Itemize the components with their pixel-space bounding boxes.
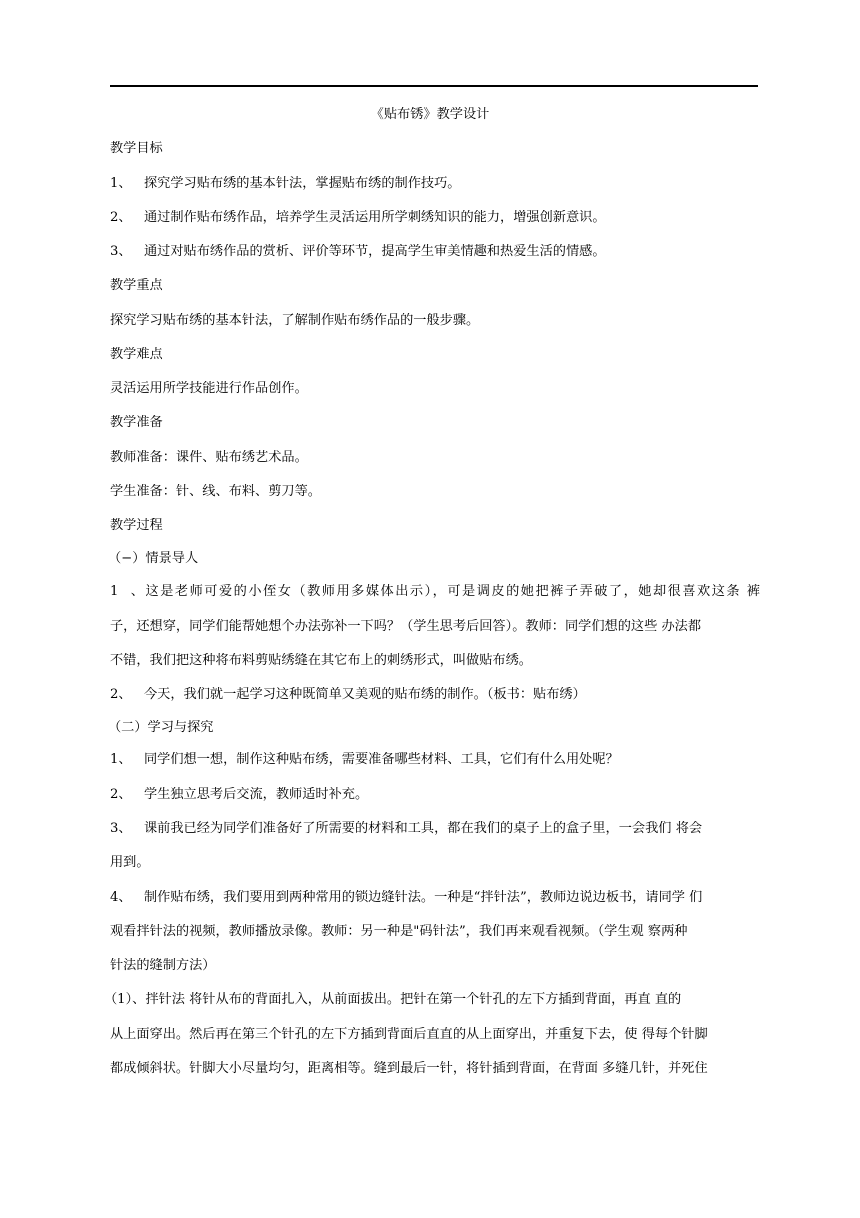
section-heading: （−）情景导人: [108, 551, 199, 566]
item-text: 探究学习贴布绣的基本针法，掌握贴布绣的制作技巧。: [144, 176, 461, 191]
item-text: 制作贴布绣，我们要用到两种常用的锁边缝针法。一种是“拌针法”，教师边说边板书，请同学 们: [144, 890, 703, 905]
paragraph-line: 子，还想穿，同学们能帮她想个办法弥补一下吗？（学生思考后回答）。教师：同学们想的这些 办法都: [110, 619, 702, 634]
item-number: 3、: [110, 244, 132, 259]
item-number: 1、: [110, 752, 132, 767]
item-text: 这是老师可爱的小侄女（教师用多媒体出示），可是调皮的她把裤子弄破了，她却很喜欢这条 裤: [144, 584, 760, 599]
objective-item: [110, 210, 760, 226]
paragraph-line: 都成倾斜状。针脚大小尽量均匀，距离相等。缝到最后一针，将针插到背面，在背面 多缝几针，并死住: [110, 1061, 708, 1076]
item-number: 2、: [110, 210, 132, 225]
process-heading: 教学过程: [110, 518, 163, 533]
paragraph-line: 针法的缝制方法）: [110, 958, 216, 973]
objectives-heading: 教学目标: [110, 141, 163, 156]
teacher-preparation: 教师准备：课件、贴布绣艺术品。: [110, 450, 308, 465]
document-title: 《贴布锈》教学设计: [370, 107, 490, 122]
item-text: 学生独立思考后交流，教师适时补充。: [144, 787, 369, 802]
difficulty-heading: 教学难点: [110, 347, 163, 362]
paragraph-line: 观看拌针法的视频，教师播放录像。教师：另一种是"码针法”，我们再来观看视频。（学生观 察两种: [110, 924, 688, 939]
paragraph-line: 不错，我们把这种将布料剪贴绣缝在其它布上的刺绣形式，叫做贴布绣。: [110, 653, 532, 668]
item-text: 通过对贴布绣作品的赏析、评价等环节，提高学生审美情趣和热爱生活的情感。: [144, 244, 606, 259]
item-number: 3、: [110, 821, 132, 836]
preparation-heading: 教学准备: [110, 415, 163, 430]
item-number: 2、: [110, 687, 132, 702]
objective-item: [110, 176, 760, 192]
paragraph-line: [110, 584, 760, 600]
student-preparation: 学生准备：针、线、布料、剪刀等。: [110, 484, 321, 499]
item-text: 课前我已经为同学们准备好了所需要的材料和工具，都在我们的桌子上的盒子里，一会我们 将会: [144, 821, 703, 836]
list-item: [110, 787, 760, 803]
item-text: 通过制作贴布绣作品，培养学生灵活运用所学刺绣知识的能力，增强创新意识。: [144, 210, 606, 225]
item-number: 1、: [110, 176, 132, 191]
paragraph-line: 用到。: [110, 855, 150, 870]
item-number: 1、: [110, 584, 144, 599]
list-item: [110, 687, 760, 703]
difficulty-text: 灵活运用所学技能进行作品创作。: [110, 381, 308, 396]
item-text: 今天，我们就一起学习这种既简单又美观的贴布绣的制作。（板书：贴布绣）: [144, 687, 586, 702]
paragraph-line: [110, 890, 760, 906]
paragraph-line: （1）、拌针法 将针从布的背面扎入，从前面拔出。把针在第一个针孔的左下方插到背面，再直 直的: [104, 992, 682, 1007]
objective-item: [110, 244, 760, 260]
item-text: 同学们想一想，制作这种贴布绣，需要准备哪些材料、工具，它们有什么用处呢？: [144, 752, 619, 767]
key-points-text: 探究学习贴布绣的基本针法，了解制作贴布绣作品的一般步骤。: [110, 313, 480, 328]
item-number: 2、: [110, 787, 132, 802]
paragraph-line: [110, 821, 760, 837]
section-heading: （二）学习与探究: [108, 720, 214, 735]
item-number: 4、: [110, 890, 132, 905]
header-rule: [110, 85, 758, 87]
list-item: [110, 752, 760, 768]
paragraph-line: 从上面穿出。然后再在第三个针孔的左下方插到背面后直直的从上面穿出，并重复下去，使 得每个针脚: [110, 1027, 708, 1042]
key-points-heading: 教学重点: [110, 278, 163, 293]
